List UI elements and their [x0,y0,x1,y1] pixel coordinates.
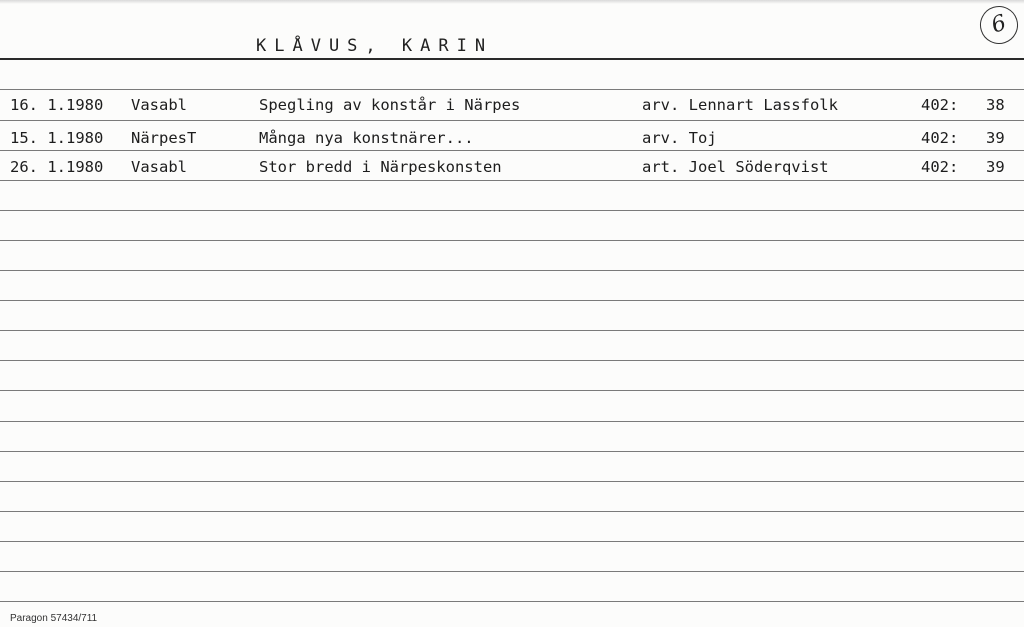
ruled-line [0,360,1024,361]
ruled-line [0,511,1024,512]
ruled-line [0,240,1024,241]
ruled-line [0,421,1024,422]
entry-date: 16. 1.1980 [10,96,104,114]
ruled-line [0,150,1024,151]
ruled-line [0,89,1024,90]
entry-date: 15. 1.1980 [10,129,104,147]
entry-source: Vasabl [131,96,187,114]
entry-title: Spegling av konstår i Närpes [259,96,521,114]
entry-author: arv. Toj [642,129,717,147]
entry-author: arv. Lennart Lassfolk [642,96,838,114]
printer-imprint: Paragon 57434/711 [10,613,98,624]
entry-title: Många nya konstnärer... [259,129,474,147]
table-row [0,94,1024,116]
card-number: 6 [975,1,1023,49]
ruled-line [0,210,1024,211]
entry-code: 402: [921,158,959,176]
ruled-line [0,481,1024,482]
ruled-line [0,270,1024,271]
entry-author: art. Joel Söderqvist [642,158,829,176]
table-row [0,127,1024,149]
ruled-line [0,300,1024,301]
card-top-edge [0,0,1024,4]
table-row [0,156,1024,178]
entry-date: 26. 1.1980 [10,158,104,176]
entry-page: 39 [986,158,1005,176]
ruled-line [0,180,1024,181]
entry-source: NärpesT [131,129,197,147]
ruled-line [0,601,1024,602]
entry-code: 402: [921,129,959,147]
header-rule [0,58,1024,60]
ruled-line [0,541,1024,542]
ruled-line [0,120,1024,121]
card-title: KLÅVUS, KARIN [256,36,494,56]
entry-source: Vasabl [131,158,187,176]
ruled-line [0,390,1024,391]
ruled-line [0,330,1024,331]
entry-title: Stor bredd i Närpeskonsten [259,158,502,176]
entry-page: 38 [986,96,1005,114]
ruled-line [0,451,1024,452]
entry-page: 39 [986,129,1005,147]
ruled-line [0,571,1024,572]
entry-code: 402: [921,96,959,114]
